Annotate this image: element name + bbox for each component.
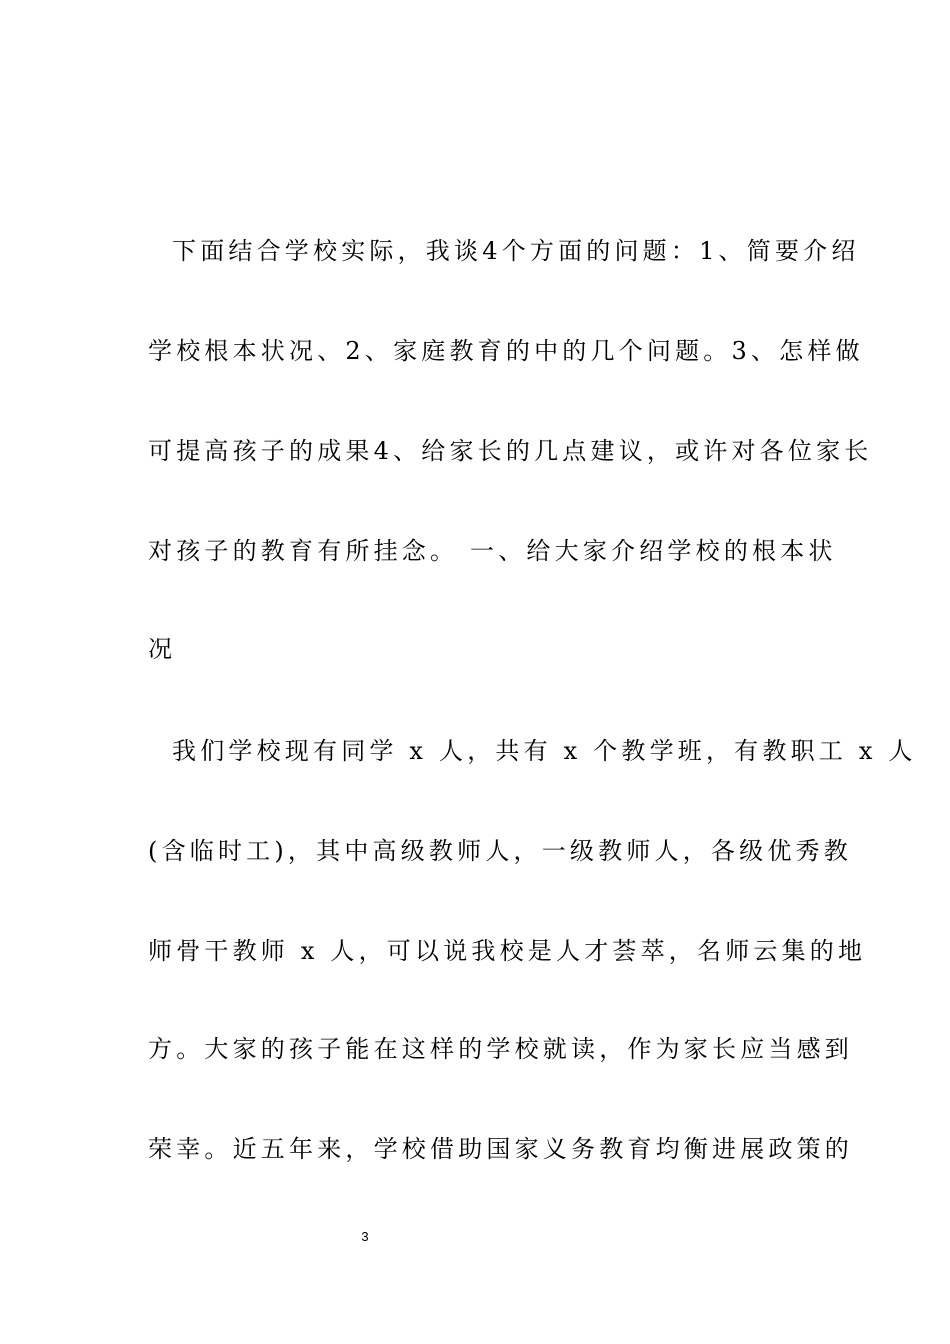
paragraph-line: 我们学校现有同学 x 人，共有 x 个教学班，有教职工 x 人 bbox=[172, 737, 917, 765]
paragraph-line: (含临时工)，其中高级教师人，一级教师人，各级优秀教 bbox=[148, 837, 852, 865]
paragraph-line: 况 bbox=[148, 635, 177, 663]
page-number: 3 bbox=[361, 1229, 369, 1244]
paragraph-line: 师骨干教师 x 人，可以说我校是人才荟萃，名师云集的地 bbox=[148, 937, 867, 965]
paragraph-line: 可提高孩子的成果4、给家长的几点建议，或许对各位家长 bbox=[148, 437, 873, 465]
paragraph-line: 对孩子的教育有所挂念。 一、给大家介绍学校的根本状 bbox=[148, 537, 837, 565]
paragraph-line: 荣幸。近五年来，学校借助国家义务教育均衡进展政策的 bbox=[148, 1135, 853, 1163]
paragraph-line: 方。大家的孩子能在这样的学校就读，作为家长应当感到 bbox=[148, 1035, 853, 1063]
paragraph-line: 学校根本状况、2、家庭教育的中的几个问题。3、怎样做 bbox=[148, 337, 864, 365]
paragraph-line: 下面结合学校实际，我谈4个方面的问题：1、简要介绍 bbox=[172, 237, 860, 265]
